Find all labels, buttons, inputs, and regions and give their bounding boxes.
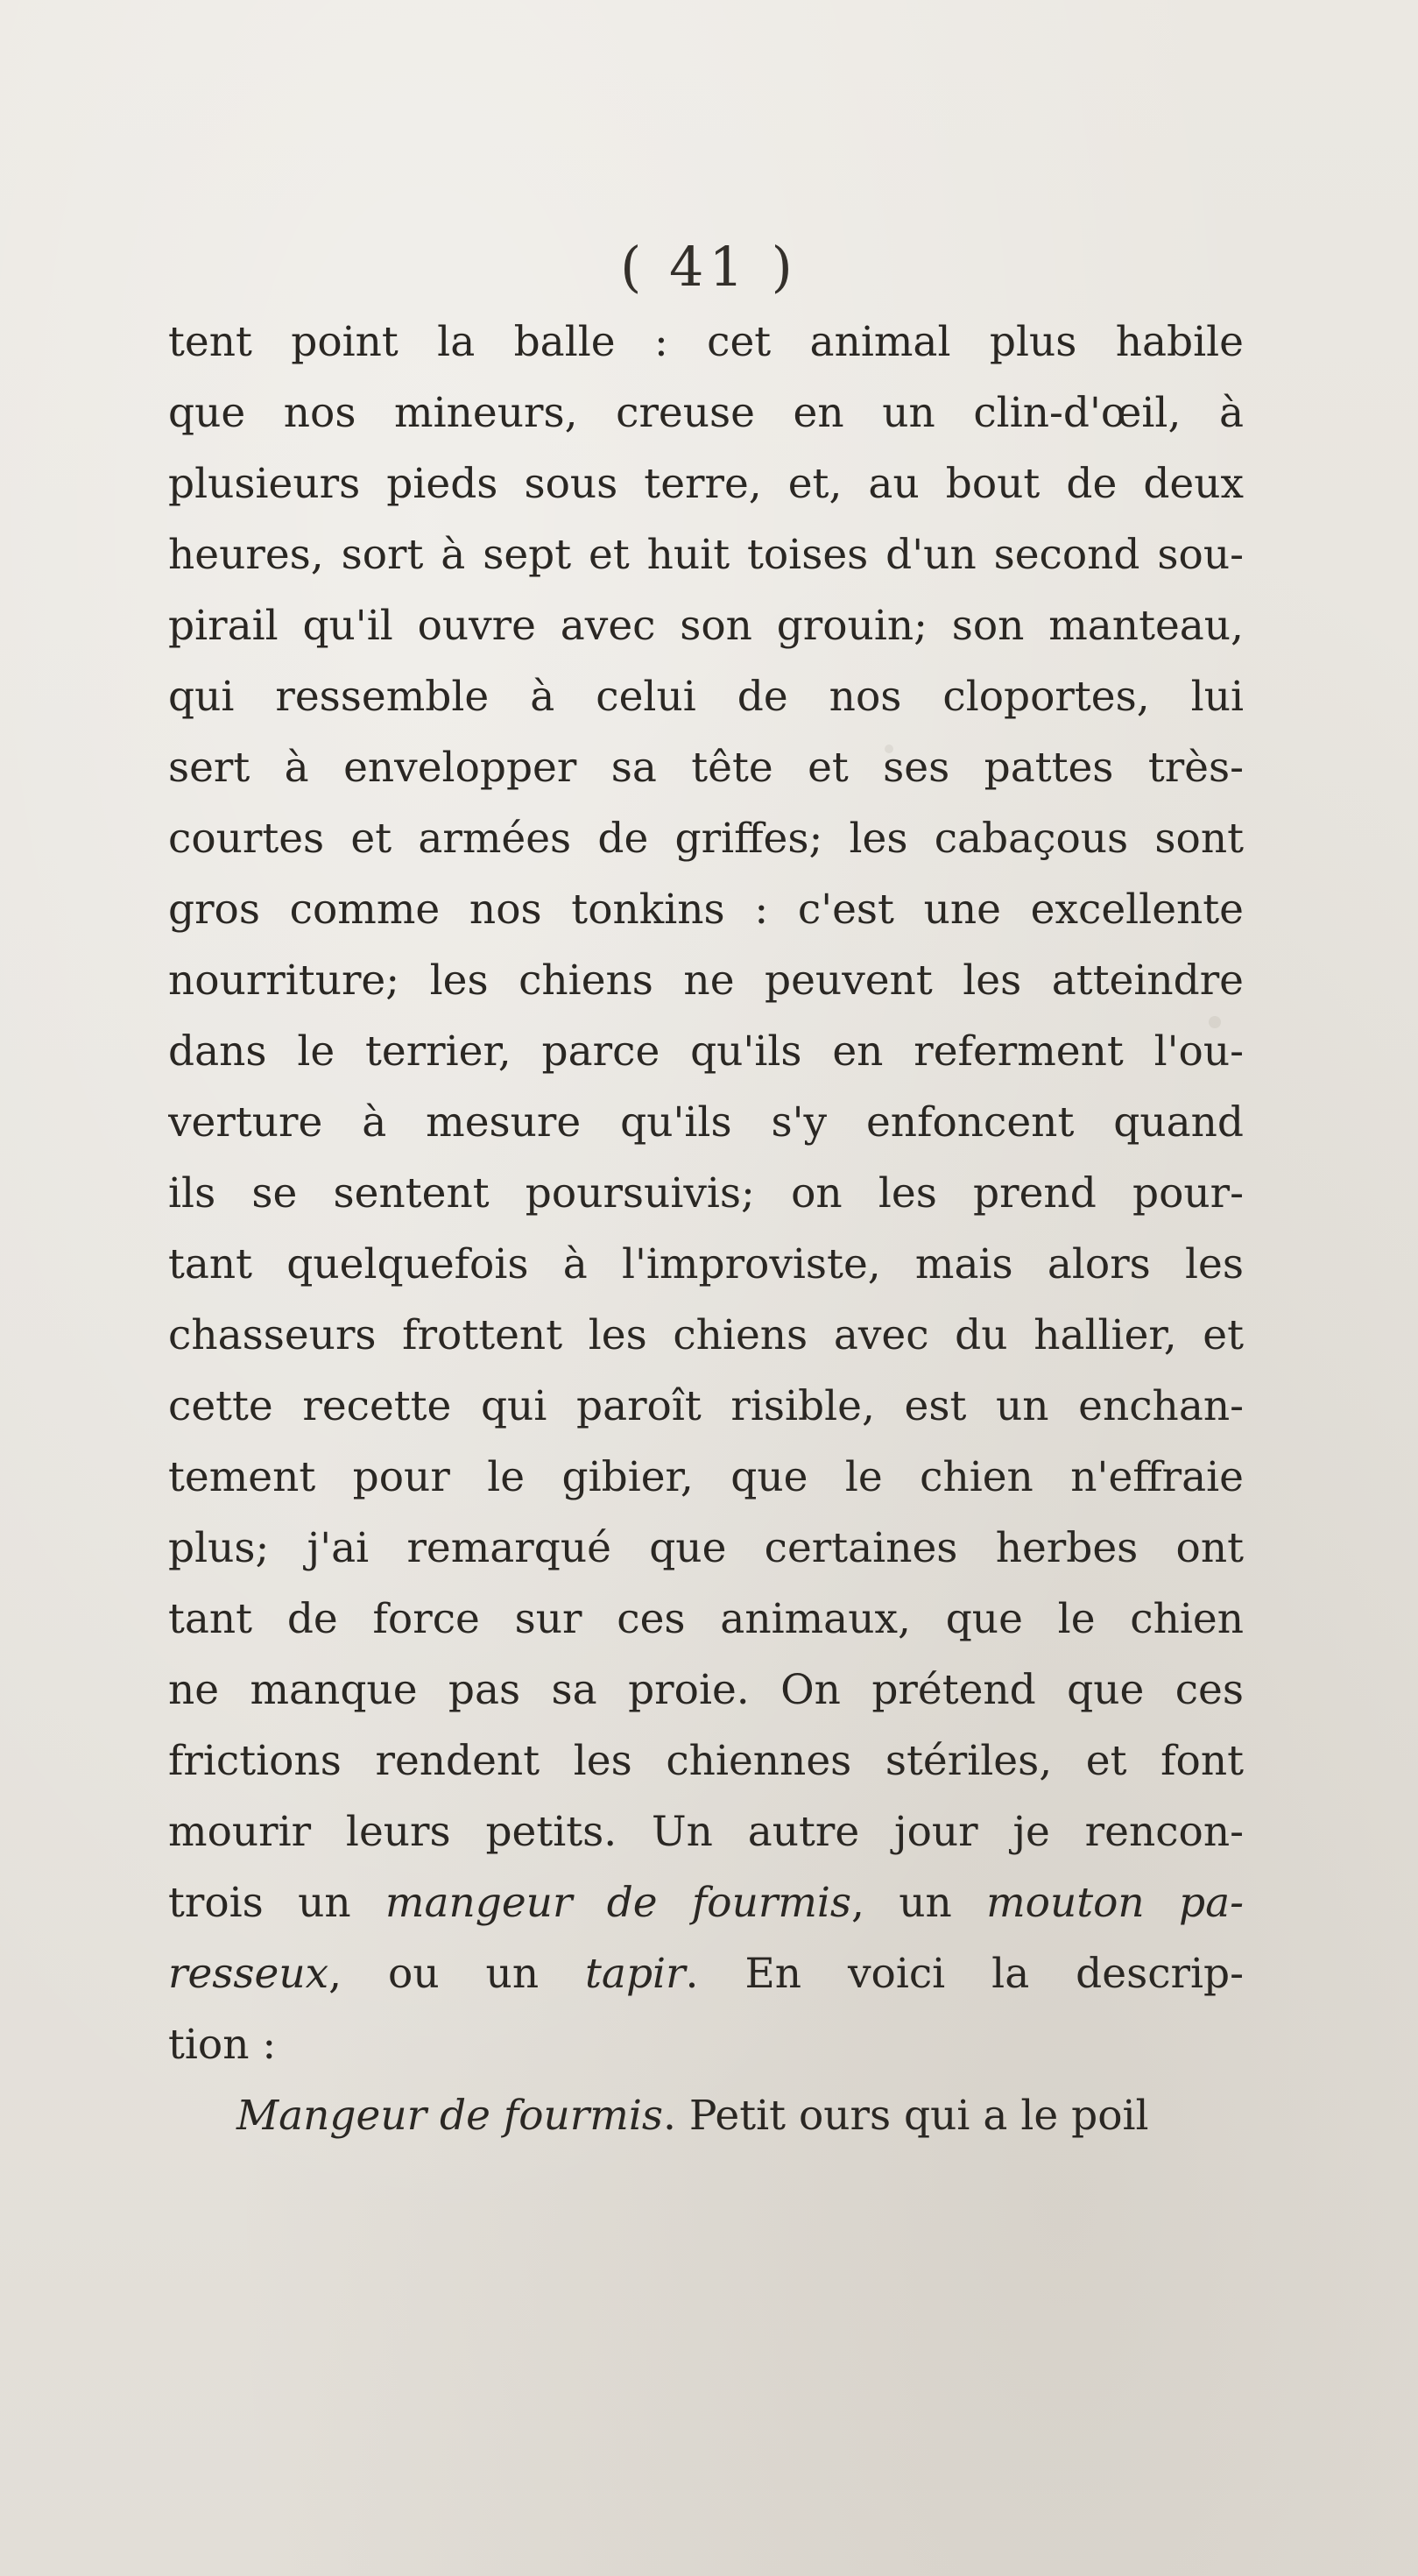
text-segment: tent point la balle : cet animal plus habile	[168, 318, 1244, 366]
text-segment: tant quelquefois à l'improviste, mais alors les	[168, 1240, 1244, 1288]
italic-text: Mangeur de fourmis	[236, 2092, 663, 2140]
text-segment: nourriture; les chiens ne peuvent les atteindre	[168, 956, 1244, 1005]
text-line	[168, 1016, 1244, 1087]
text-line	[168, 661, 1244, 732]
page-number: ( 41 )	[620, 235, 798, 299]
text-segment: , un	[851, 1879, 987, 1927]
text-segment: trois un	[168, 1879, 385, 1927]
text-segment: chasseurs frottent les chiens avec du hallier, et	[168, 1311, 1244, 1359]
text-line	[168, 448, 1244, 519]
text-segment: , ou un	[328, 1950, 586, 1998]
text-segment: . En voici la descrip-	[685, 1950, 1244, 1998]
text-segment: dans le terrier, parce qu'ils en referment l'ou-	[168, 1027, 1244, 1076]
text-segment: plus; j'ai remarqué que certaines herbes ont	[168, 1524, 1244, 1572]
text-line	[168, 2080, 1244, 2151]
text-line	[168, 803, 1244, 874]
text-line	[168, 378, 1244, 448]
text-line	[168, 1726, 1244, 1796]
italic-text: resseux	[168, 1950, 329, 1998]
text-segment: courtes et armées de griffes; les cabaçous sont	[168, 815, 1244, 863]
text-line	[168, 874, 1244, 945]
italic-text: tapir	[585, 1950, 686, 1998]
text-segment: pirail qu'il ouvre avec son grouin; son manteau,	[168, 602, 1244, 650]
text-segment: tement pour le gibier, que le chien n'effraie	[168, 1453, 1244, 1501]
italic-text: mouton pa-	[986, 1879, 1244, 1927]
text-segment: tion :	[168, 2021, 277, 2069]
text-line	[168, 1584, 1244, 1655]
text-line	[168, 1442, 1244, 1513]
text-segment: sert à envelopper sa tête et ses pattes très-	[168, 744, 1244, 792]
text-segment: que nos mineurs, creuse en un clin-d'œil, à	[168, 389, 1244, 437]
text-line	[168, 945, 1244, 1016]
text-line	[168, 2009, 1244, 2080]
text-line	[168, 1655, 1244, 1726]
text-segment: tant de force sur ces animaux, que le chien	[168, 1595, 1244, 1643]
text-segment: ne manque pas sa proie. On prétend que ces	[168, 1666, 1244, 1714]
text-segment: . Petit ours qui a le poil	[662, 2092, 1149, 2140]
text-segment: ils se sentent poursuivis; on les prend pour-	[168, 1169, 1244, 1217]
text-line	[168, 1087, 1244, 1158]
text-segment: frictions rendent les chiennes stériles, et font	[168, 1737, 1244, 1785]
text-segment: cette recette qui paroît risible, est un enchan-	[168, 1382, 1244, 1430]
text-segment: plusieurs pieds sous terre, et, au bout de deux	[168, 460, 1244, 508]
text-line	[168, 1229, 1244, 1300]
text-line	[168, 1158, 1244, 1229]
text-line	[168, 307, 1244, 378]
text-line	[168, 1938, 1244, 2009]
text-segment: heures, sort à sept et huit toises d'un second sou-	[168, 531, 1244, 579]
text-line	[168, 590, 1244, 661]
text-line	[168, 1300, 1244, 1371]
text-line	[168, 1867, 1244, 1938]
text-segment: verture à mesure qu'ils s'y enfoncent quand	[168, 1098, 1244, 1147]
body-text	[168, 307, 1244, 2151]
text-segment: qui ressemble à celui de nos cloportes, lui	[168, 673, 1244, 721]
text-line	[168, 1371, 1244, 1442]
text-line	[168, 1796, 1244, 1867]
text-segment: mourir leurs petits. Un autre jour je rencon-	[168, 1808, 1244, 1856]
text-line	[168, 732, 1244, 803]
italic-text: mangeur de fourmis	[384, 1879, 852, 1927]
text-line	[168, 1513, 1244, 1584]
text-segment: gros comme nos tonkins : c'est une excellente	[168, 886, 1244, 934]
text-line	[168, 519, 1244, 590]
